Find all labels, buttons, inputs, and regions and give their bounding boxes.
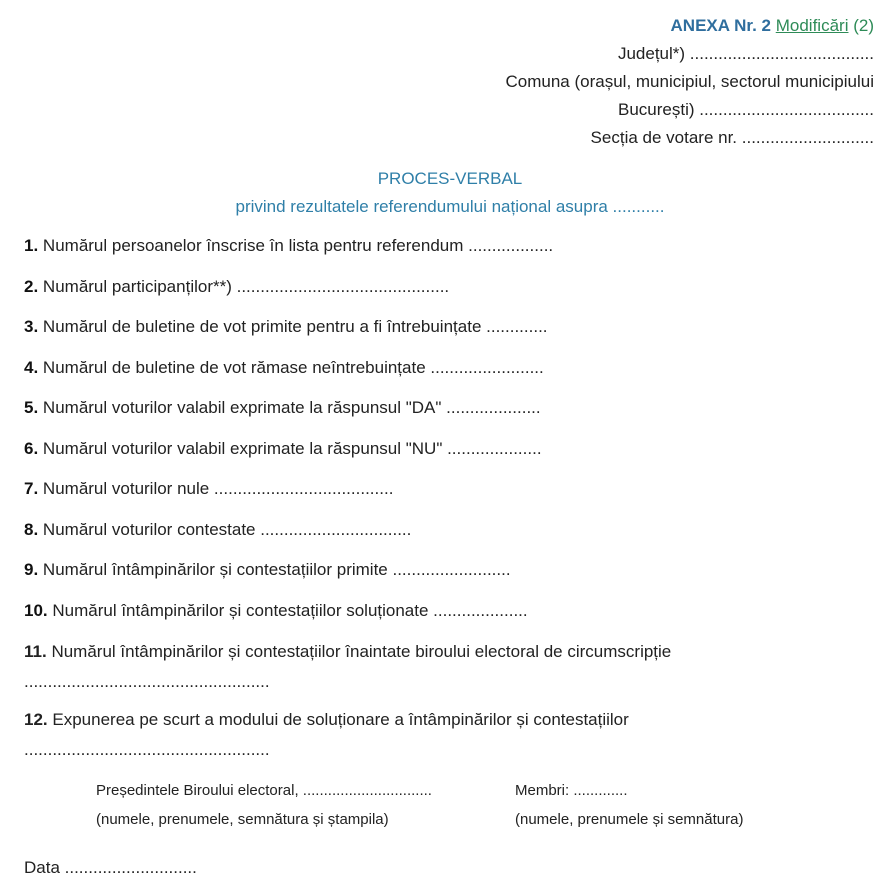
date-line: Data ............................ — [24, 858, 197, 877]
members-label: Membri: ............. — [515, 782, 628, 799]
list-item — [24, 597, 874, 638]
item-text: Numărul participanților**) ............................................. — [42, 276, 450, 296]
item-text: Numărul voturilor contestate ................................ — [42, 519, 412, 539]
item-number: 10. — [24, 600, 48, 620]
item-dots: .................................................... — [24, 672, 270, 691]
modificari-link[interactable]: Modificări — [775, 16, 849, 35]
list-item — [24, 435, 874, 476]
item-number: 11. — [24, 642, 47, 661]
item-number: 12. — [24, 710, 48, 729]
list-item — [24, 516, 874, 557]
item-text: Numărul de buletine de vot rămase neîntrebuințate ........................ — [42, 357, 544, 377]
item-text: Numărul de buletine de vot primite pentru a fi întrebuințate ............. — [42, 317, 548, 336]
list-item — [24, 313, 874, 354]
items-list — [24, 232, 874, 773]
members-signature — [515, 776, 743, 834]
list-item — [24, 556, 874, 597]
list-item — [24, 475, 874, 516]
anexa-title: ANEXA Nr. 2 — [670, 16, 771, 35]
judet-line: Județul*) ....................................... — [617, 44, 874, 63]
item-text: Numărul voturilor valabil exprimate la răspunsul "DA" .................... — [42, 398, 541, 417]
item-text: Numărul voturilor valabil exprimate la răspunsul "NU" .................... — [42, 438, 542, 458]
item-number: 1. — [24, 236, 39, 255]
comuna-line: Comuna (orașul, municipiul, sectorul municipiului — [505, 72, 874, 91]
modificari-count: (2) — [853, 16, 874, 35]
list-item-11 — [24, 637, 874, 697]
item-number: 5. — [24, 398, 39, 417]
item-text: Numărul întâmpinărilor și contestațiilor înaintate biroului electoral de circumscripție — [51, 642, 672, 661]
list-item — [24, 394, 874, 435]
bucuresti-line: București) ..................................... — [617, 100, 874, 119]
anexa-line — [506, 12, 875, 40]
item-number: 9. — [24, 560, 39, 579]
item-text: Numărul persoanelor înscrise în lista pentru referendum .................. — [42, 236, 554, 255]
document-subtitle: privind rezultatele referendumului național asupra ........... — [235, 197, 665, 216]
item-dots: .................................................... — [24, 740, 270, 759]
item-number: 4. — [24, 357, 39, 377]
list-item — [24, 354, 874, 395]
sectia-line: Secția de votare nr. ............................ — [590, 128, 874, 147]
title-block — [0, 165, 892, 221]
item-number: 3. — [24, 317, 39, 336]
item-number: 2. — [24, 276, 39, 296]
list-item-12 — [24, 705, 874, 765]
list-item — [24, 232, 874, 273]
president-signature — [96, 776, 432, 834]
item-number: 6. — [24, 438, 39, 458]
list-item — [24, 273, 874, 314]
item-text: Numărul întâmpinărilor și contestațiilor soluționate .................... — [52, 600, 528, 620]
item-number: 8. — [24, 519, 39, 539]
document-title: PROCES-VERBAL — [377, 169, 523, 188]
item-text: Expunerea pe scurt a modului de soluționare a întâmpinărilor și contestațiilor — [52, 710, 629, 729]
header-block — [506, 12, 875, 152]
item-text: Numărul întâmpinărilor și contestațiilor primite ......................... — [42, 560, 511, 579]
president-label: Președintele Biroului electoral, ............................... — [96, 782, 432, 799]
members-note: (numele, prenumele și semnătura) — [515, 811, 744, 828]
item-text: Numărul voturilor nule ...................................... — [42, 479, 394, 498]
item-number: 7. — [24, 479, 39, 498]
president-note: (numele, prenumele, semnătura și ștampila) — [96, 811, 389, 828]
